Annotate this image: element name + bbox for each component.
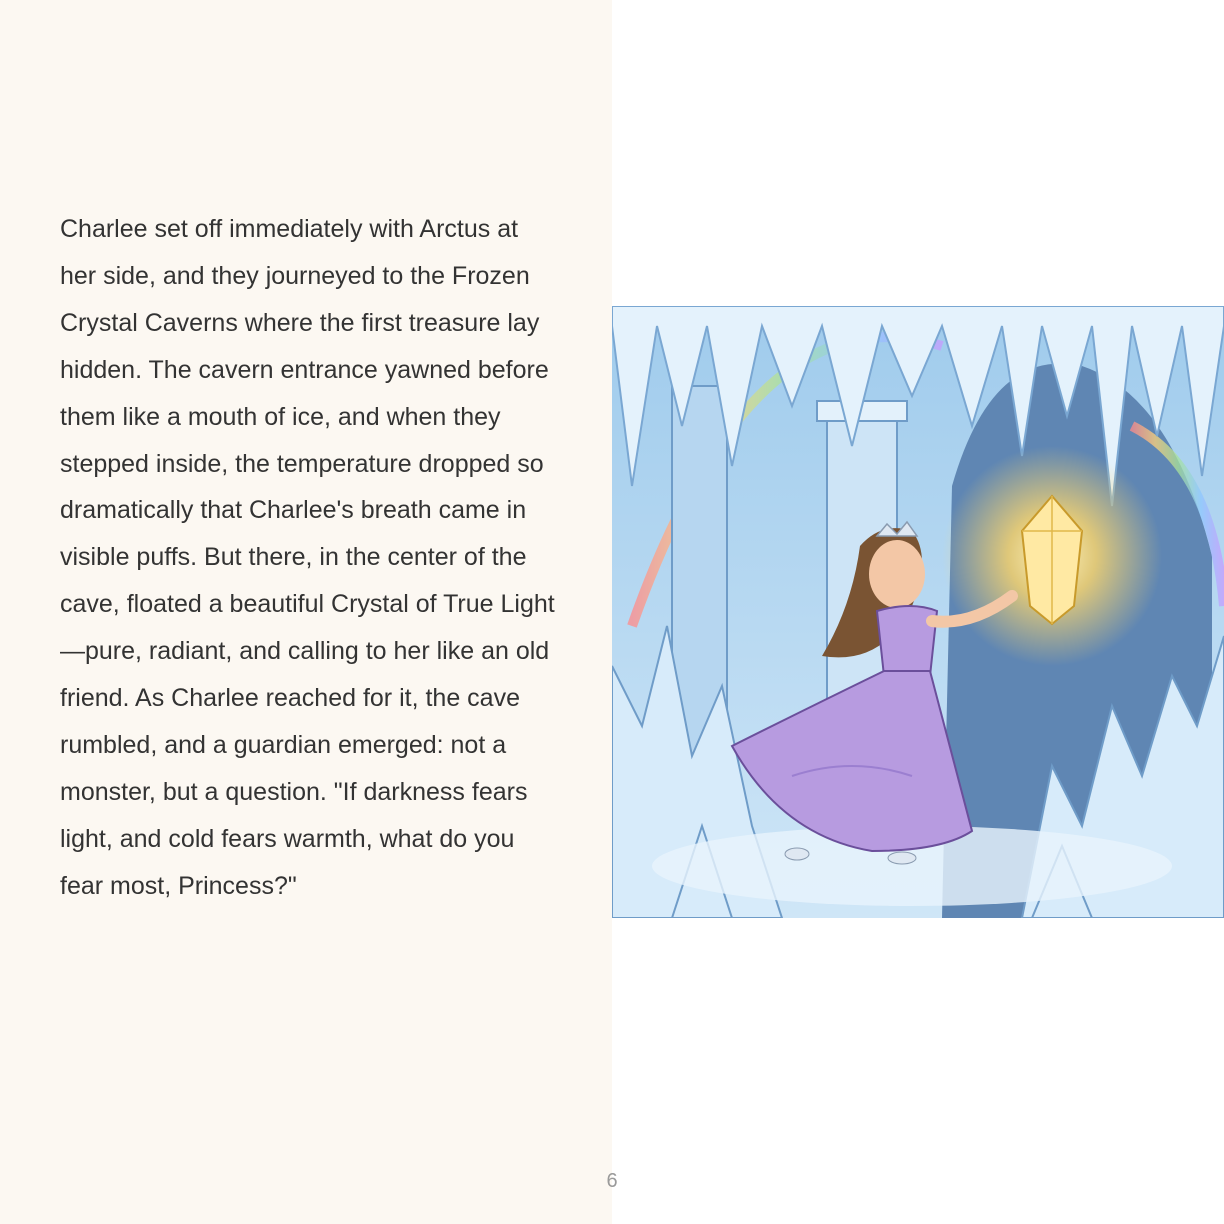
ice-cave-illustration <box>612 306 1224 918</box>
page-number: 6 <box>606 1170 618 1192</box>
story-paragraph: Charlee set off immediately with Arctus at her side, and they journeyed to the Frozen Crystal Caverns where the first treasure lay hidden. The cavern entrance yawned before them like a mouth of ice, and when they stepped inside, the temperature dropped so dramatically that Charlee's breath came in visible puffs. But there, in the center of the cave, floated a beautiful Crystal of True Light—pure, radiant, and calling to her like an old friend. As Charlee reached for it, the cave rumbled, and a guardian emerged: not a monster, but a question. "If darkness fears light, and cold fears warmth, what do you fear most, Princess?" <box>60 215 555 900</box>
princess-face <box>869 540 925 608</box>
shoe-right <box>888 852 916 864</box>
shoe-left <box>785 848 809 860</box>
